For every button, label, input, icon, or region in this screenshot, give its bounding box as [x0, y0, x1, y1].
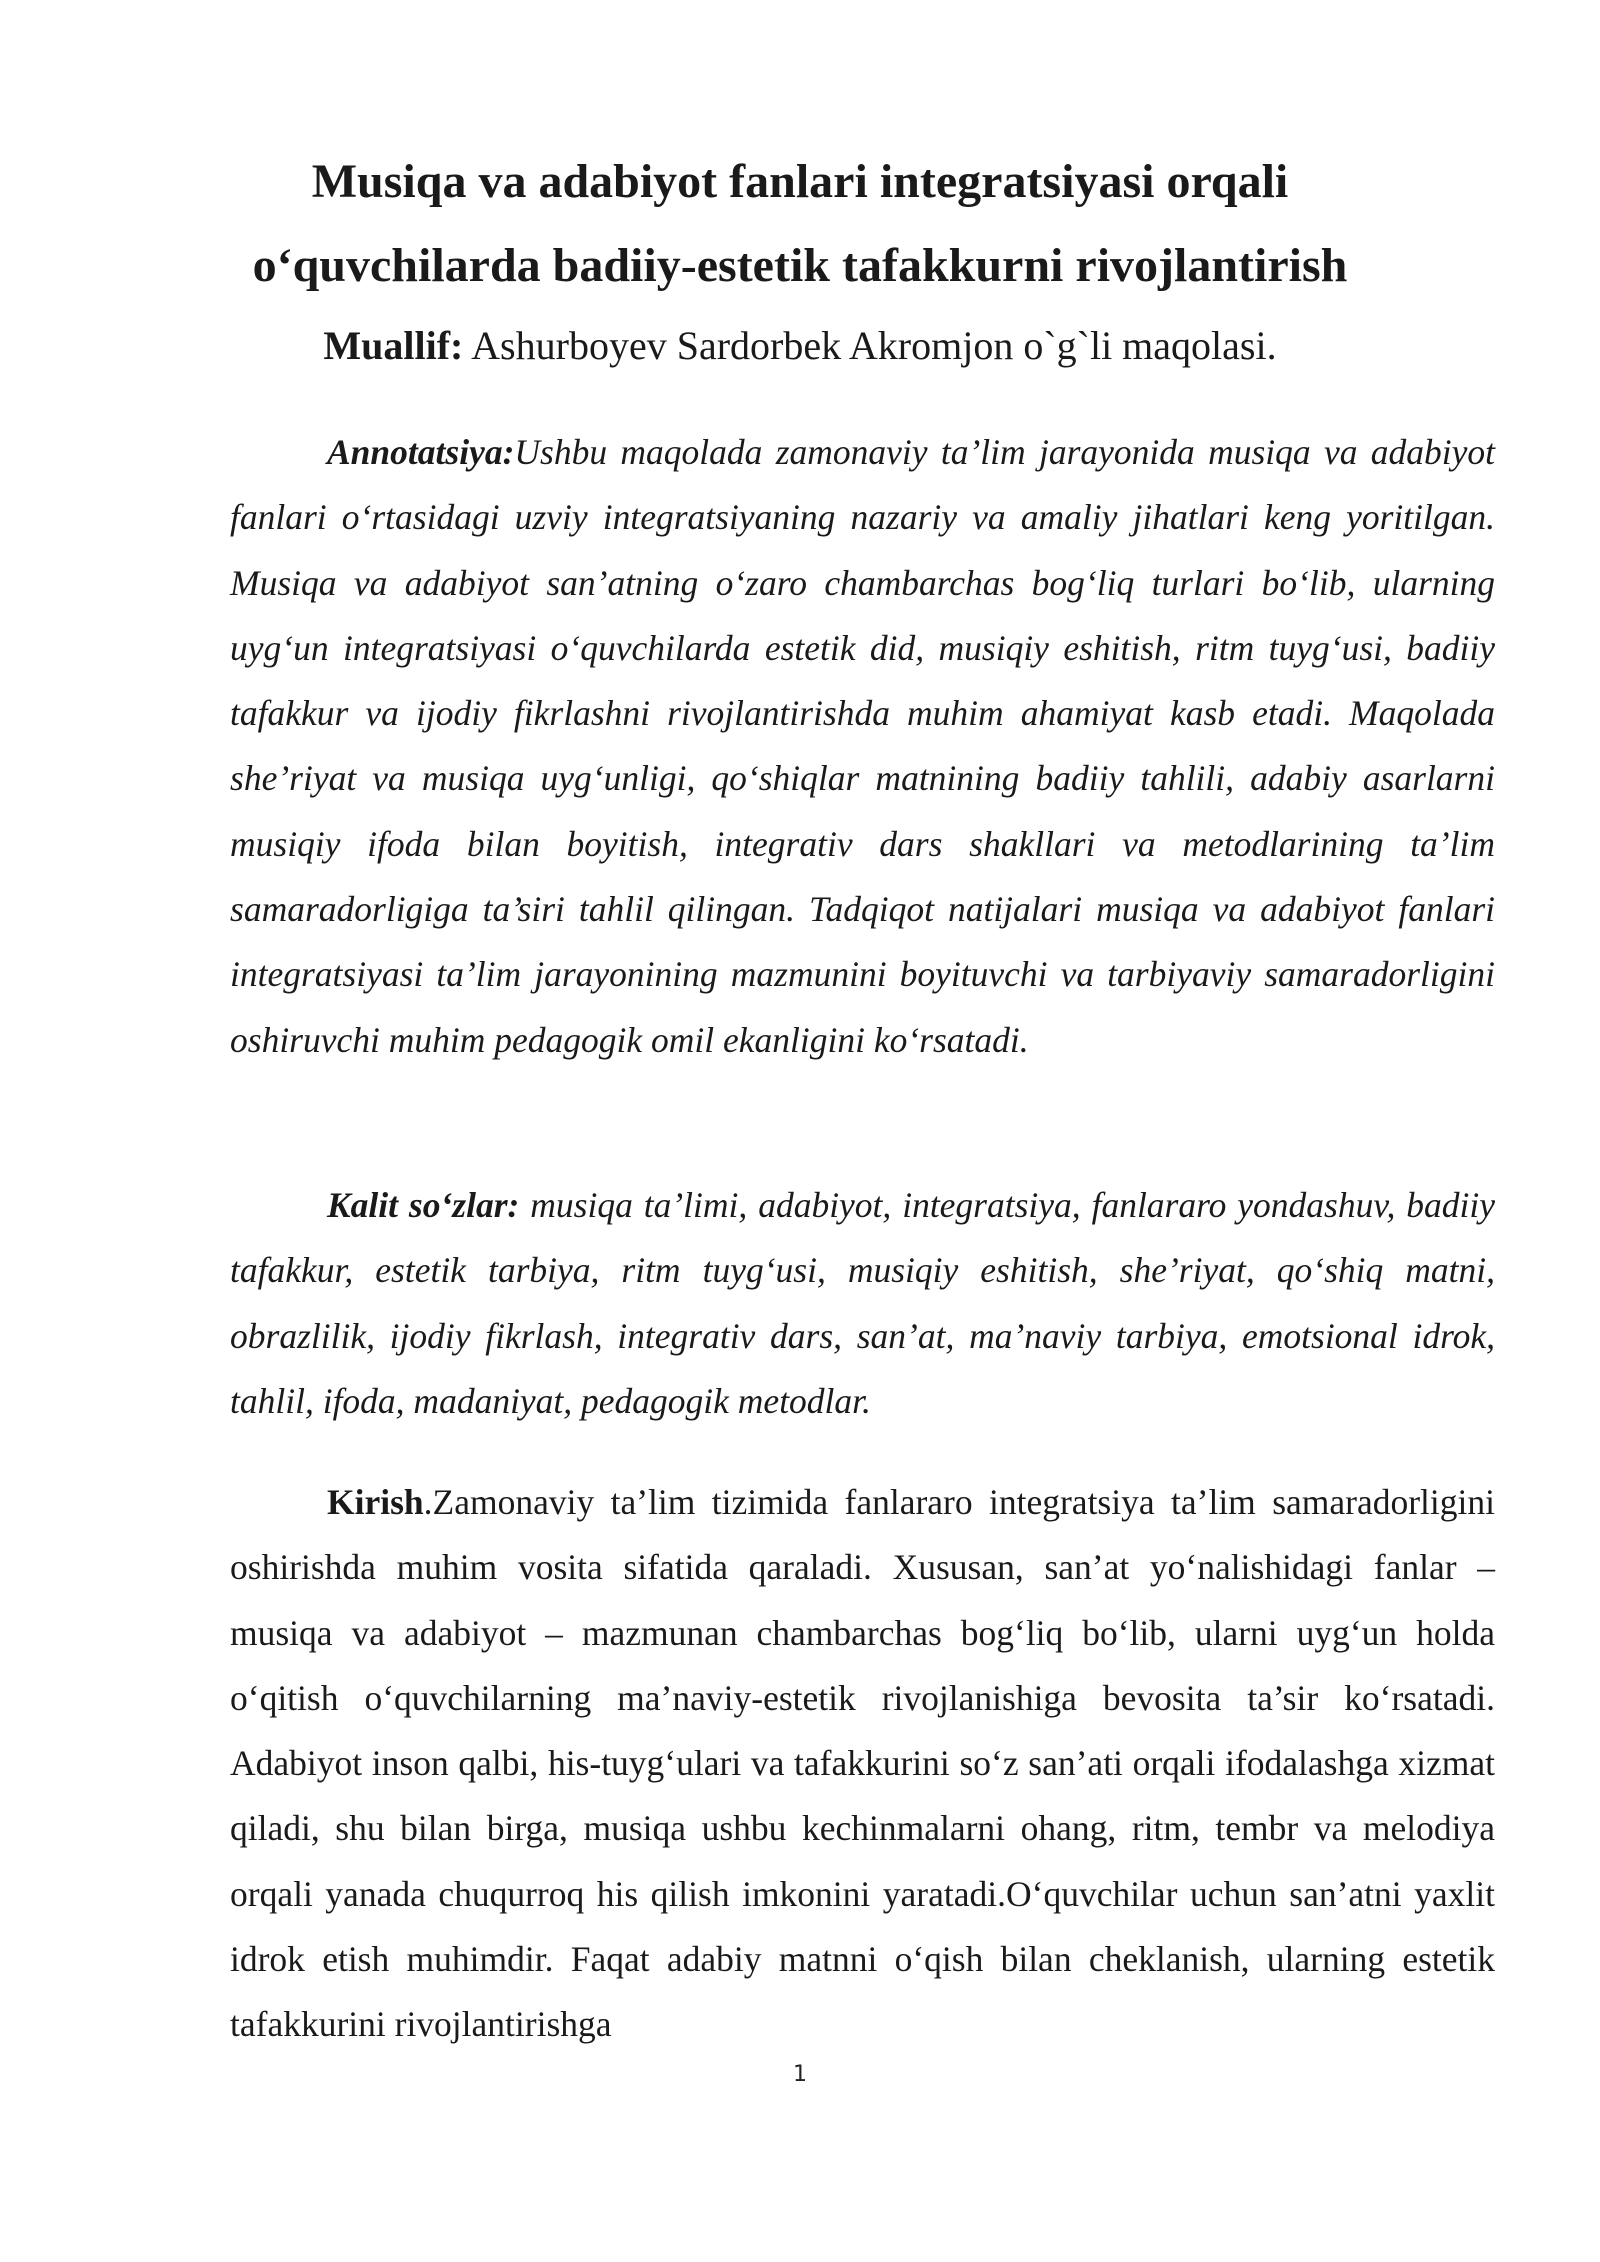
- keywords-label: Kalit so‘zlar:: [327, 1185, 520, 1225]
- author-label: Muallif:: [323, 323, 464, 368]
- title-line-2: o‘quvchilarda badiiy-estetik tafakkurni rivojlantirish: [252, 239, 1348, 292]
- abstract-label: Annotatsiya:: [327, 432, 515, 472]
- keywords-text: musiqa ta’limi, adabiyot, integratsiya, fanlararo yondashuv, badiiy tafakkur, estetik tarbiya, ritm tuyg‘usi, musiqiy eshitish, she’riyat, qo‘shiq matni, obrazlilik, ijodiy fikrlash, integrativ dars, san’at, ma’naviy tarbiya, emotsional idrok, tahlil, ifoda, madaniyat, pedagogik metodlar.: [230, 1185, 1495, 1421]
- abstract-paragraph: [230, 420, 1495, 1073]
- title-line-1: Musiqa va adabiyot fanlari integratsiyasi orqali: [311, 155, 1289, 208]
- intro-label: Kirish: [327, 1482, 424, 1522]
- intro-text: .Zamonaviy ta’lim tizimida fanlararo integratsiya ta’lim samaradorligini oshirishda muhim vosita sifatida qaraladi. Xususan, san’at yo‘nalishidagi fanlar – musiqa va adabiyot – mazmunan chambarchas bog‘liq bo‘lib, ularni uyg‘un holda o‘qitish o‘quvchilarning ma’naviy-estetik rivojlanishiga bevosita ta’sir ko‘rsatadi. Adabiyot inson qalbi, his-tuyg‘ulari va tafakkurini so‘z san’ati orqali ifodalashga xizmat qiladi, shu bilan birga, musiqa ushbu kechinmalarni ohang, ritm, tembr va melodiya orqali yanada chuqurroq his qilish imkonini yaratadi.O‘quvchilar uchun san’atni yaxlit idrok etish muhimdir. Faqat adabiy matnni o‘qish bilan cheklanish, ularning estetik tafakkurini rivojlantirishga: [230, 1482, 1495, 2045]
- page-number: 1: [793, 2062, 807, 2087]
- article-title: [230, 140, 1370, 308]
- author-line: [230, 316, 1370, 376]
- abstract-text: Ushbu maqolada zamonaviy ta’lim jarayonida musiqa va adabiyot fanlari o‘rtasidagi uzviy integratsiyaning nazariy va amaliy jihatlari keng yoritilgan. Musiqa va adabiyot san’atning o‘zaro chambarchas bog‘liq turlari bo‘lib, ularning uyg‘un integratsiyasi o‘quvchilarda estetik did, musiqiy eshitish, ritm tuyg‘usi, badiiy tafakkur va ijodiy fikrlashni rivojlantirishda muhim ahamiyat kasb etadi. Maqolada she’riyat va musiqa uyg‘unligi, qo‘shiqlar matnining badiiy tahlili, adabiy asarlarni musiqiy ifoda bilan boyitish, integrativ dars shakllari va metodlarining ta’lim samaradorligiga ta’siri tahlil qilingan. Tadqiqot natijalari musiqa va adabiyot fanlari integratsiyasi ta’lim jarayonining mazmunini boyituvchi va tarbiyaviy samaradorligini oshiruvchi muhim pedagogik omil ekanligini ko‘rsatadi.: [230, 432, 1495, 1060]
- author-name: Ashurboyev Sardorbek Akromjon o`g`li maqolasi.: [463, 323, 1277, 368]
- intro-paragraph: [230, 1470, 1495, 2058]
- keywords-paragraph: [230, 1173, 1495, 1434]
